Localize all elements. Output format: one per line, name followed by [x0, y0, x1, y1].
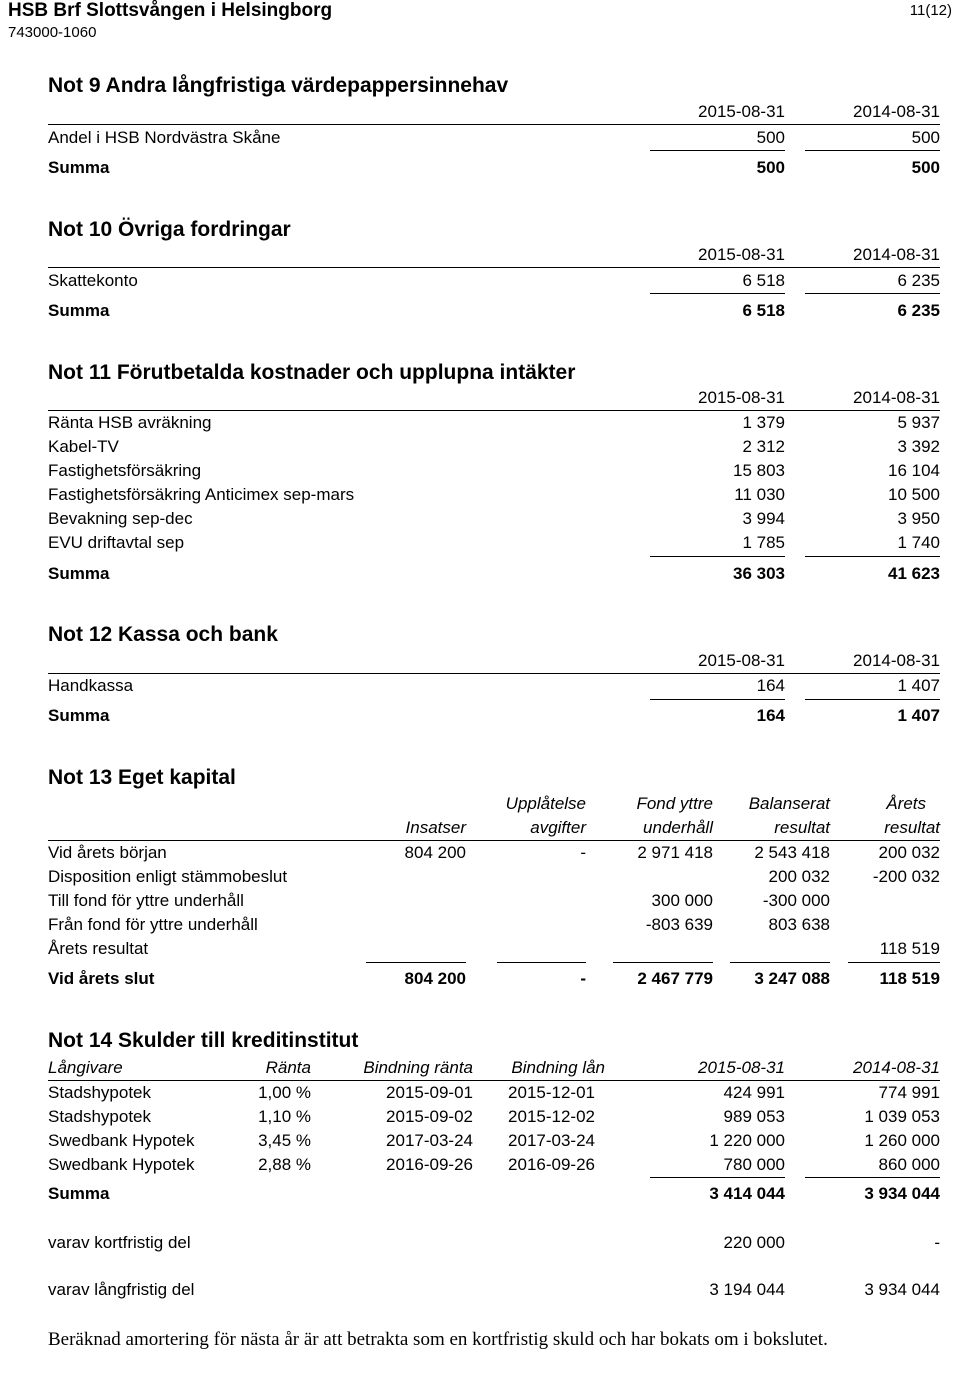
note14-rate: 1,10 % [258, 1107, 311, 1126]
note10-col1-header: 2015-08-31 [698, 245, 785, 264]
note13-row-label: Disposition enligt stämmobeslut [48, 867, 288, 886]
note13-cell: 2 543 418 [754, 843, 830, 862]
note14-rate-binding: 2016-09-26 [386, 1155, 473, 1174]
note13-header-underhall: underhåll [643, 818, 713, 837]
note14-loan-binding: 2017-03-24 [508, 1131, 595, 1150]
note14-sum-rule-1 [650, 1177, 785, 1178]
page-number: 11(12) [909, 2, 952, 19]
note14-v1: 780 000 [723, 1155, 785, 1174]
note13-header-balanserat: Balanserat [748, 794, 830, 813]
organization-number: 743000-1060 [8, 24, 97, 41]
note14-header-col2: 2014-08-31 [853, 1058, 940, 1077]
note13-header-avgifter: avgifter [530, 818, 586, 837]
note10-row-v2: 6 235 [897, 271, 940, 290]
note13-cell: 200 032 [768, 867, 830, 886]
note9-header-rule [48, 124, 940, 125]
note12-row-v2: 1 407 [897, 676, 940, 695]
note12-sum-v1: 164 [756, 706, 785, 725]
note13-row-label: Vid årets början [48, 843, 167, 862]
note14-header-rule [48, 1080, 940, 1081]
note13-header-insatser: Insatser [405, 818, 466, 837]
note14-loan-binding: 2015-12-02 [508, 1107, 595, 1126]
note14-short-term-label: varav kortfristig del [48, 1233, 191, 1252]
note12-sum-v2: 1 407 [897, 706, 940, 725]
note10-sum-v1: 6 518 [742, 301, 785, 320]
note10-col2-header: 2014-08-31 [853, 245, 940, 264]
note13-cell: 118 519 [879, 939, 940, 958]
note14-long-term-label: varav långfristig del [48, 1280, 195, 1299]
note13-sum-rule-2 [497, 962, 586, 963]
note14-rate-binding: 2017-03-24 [386, 1131, 473, 1150]
note11-row-v2: 1 740 [897, 533, 940, 552]
note14-short-term-v2: - [934, 1233, 940, 1252]
note14-loan-binding: 2016-09-26 [508, 1155, 595, 1174]
note12-title: Not 12 Kassa och bank [48, 623, 278, 646]
note11-row-label: Ränta HSB avräkning [48, 413, 212, 432]
note10-sum-rule-1 [650, 293, 785, 294]
note13-cell: 2 971 418 [637, 843, 713, 862]
note14-v1: 424 991 [723, 1083, 785, 1102]
note9-col2-header: 2014-08-31 [853, 102, 940, 121]
note14-v1: 989 053 [723, 1107, 785, 1126]
note14-header-col1: 2015-08-31 [698, 1058, 785, 1077]
note14-lender: Swedbank Hypotek [48, 1155, 195, 1174]
note13-sum-cell: 3 247 088 [754, 969, 830, 988]
note14-header-ranta: Ränta [265, 1058, 311, 1077]
note13-header-resultat: resultat [884, 818, 940, 837]
note13-sum-cell: 804 200 [404, 969, 466, 988]
note11-header-rule [48, 410, 940, 411]
note12-sum-rule-2 [805, 699, 940, 700]
note9-row-v2: 500 [911, 128, 940, 147]
note14-rate: 3,45 % [258, 1131, 311, 1150]
note9-col1-header: 2015-08-31 [698, 102, 785, 121]
note11-row-v1: 1 785 [742, 533, 785, 552]
note14-rate-binding: 2015-09-01 [386, 1083, 473, 1102]
note11-title: Not 11 Förutbetalda kostnader och upplupna intäkter [48, 361, 576, 384]
note13-cell: 300 000 [651, 891, 713, 910]
note12-header-rule [48, 673, 940, 674]
note13-header-rule [48, 840, 940, 841]
note11-row-v1: 1 379 [742, 413, 785, 432]
note14-sum-v1: 3 414 044 [709, 1184, 785, 1203]
note13-header-fond: Fond yttre [636, 794, 713, 813]
note11-row-label: Kabel-TV [48, 437, 119, 456]
note11-row-label: Fastighetsförsäkring [48, 461, 202, 480]
note14-rate-binding: 2015-09-02 [386, 1107, 473, 1126]
note13-row-label: Till fond för yttre underhåll [48, 891, 244, 910]
note12-row-label: Handkassa [48, 676, 134, 695]
note13-cell: -803 639 [645, 915, 713, 934]
note12-sum-rule-1 [650, 699, 785, 700]
note11-row-v2: 3 950 [897, 509, 940, 528]
note11-sum-v1: 36 303 [733, 564, 785, 583]
note9-sum-rule-1 [650, 150, 785, 151]
note9-sum-label: Summa [48, 158, 110, 177]
note9-sum-v1: 500 [756, 158, 785, 177]
note13-header-arets: Årets [886, 794, 926, 813]
note14-v2: 1 039 053 [864, 1107, 940, 1126]
note14-v2: 860 000 [878, 1155, 940, 1174]
note11-row-v2: 16 104 [888, 461, 940, 480]
note13-cell: 803 638 [768, 915, 830, 934]
note13-sum-cell: - [580, 969, 586, 988]
note9-row-label: Andel i HSB Nordvästra Skåne [48, 128, 281, 147]
note13-cell: - [580, 843, 586, 862]
note14-sum-v2: 3 934 044 [864, 1184, 940, 1203]
note13-sum-cell: 2 467 779 [637, 969, 713, 988]
note11-row-label: Bevakning sep-dec [48, 509, 193, 528]
note13-sum-rule-5 [848, 962, 940, 963]
note9-title: Not 9 Andra långfristiga värdepappersinnehav [48, 74, 509, 97]
note14-rate: 2,88 % [258, 1155, 311, 1174]
note11-col1-header: 2015-08-31 [698, 388, 785, 407]
note13-sum-rule-4 [730, 962, 830, 963]
note14-long-term-v2: 3 934 044 [864, 1280, 940, 1299]
note14-header-langivare: Långivare [48, 1058, 123, 1077]
note12-col2-header: 2014-08-31 [853, 651, 940, 670]
note11-row-v1: 11 030 [734, 485, 785, 504]
note14-v2: 774 991 [878, 1083, 940, 1102]
note14-loan-binding: 2015-12-01 [508, 1083, 595, 1102]
note13-cell: -300 000 [762, 891, 830, 910]
note14-sum-rule-2 [805, 1177, 940, 1178]
note13-sum-rule-1 [366, 962, 466, 963]
organization-name: HSB Brf Slottsvången i Helsingborg [8, 0, 333, 21]
note12-col1-header: 2015-08-31 [698, 651, 785, 670]
note14-lender: Stadshypotek [48, 1107, 152, 1126]
note9-sum-v2: 500 [911, 158, 940, 177]
note11-row-label: Fastighetsförsäkring Anticimex sep-mars [48, 485, 355, 504]
note11-sum-v2: 41 623 [888, 564, 940, 583]
note13-row-label: Från fond för yttre underhåll [48, 915, 258, 934]
note11-sum-rule-1 [650, 556, 785, 557]
note13-header-resultat: resultat [774, 818, 830, 837]
note10-title: Not 10 Övriga fordringar [48, 218, 291, 241]
note14-sum-label: Summa [48, 1184, 110, 1203]
note13-header-upplatelse: Upplåtelse [505, 794, 586, 813]
note14-v1: 1 220 000 [709, 1131, 785, 1150]
note11-row-v2: 3 392 [897, 437, 940, 456]
note11-sum-rule-2 [805, 556, 940, 557]
note14-rate: 1,00 % [258, 1083, 311, 1102]
note12-sum-label: Summa [48, 706, 110, 725]
note10-row-v1: 6 518 [742, 271, 785, 290]
note14-lender: Stadshypotek [48, 1083, 152, 1102]
note12-row-v1: 164 [756, 676, 785, 695]
note14-lender: Swedbank Hypotek [48, 1131, 195, 1150]
note11-row-v2: 5 937 [897, 413, 940, 432]
note13-title: Not 13 Eget kapital [48, 766, 236, 789]
note10-header-rule [48, 267, 940, 268]
note14-header-bindning-ranta: Bindning ränta [363, 1058, 473, 1077]
note11-row-v1: 3 994 [742, 509, 785, 528]
note14-header-bindning-lan: Bindning lån [511, 1058, 605, 1077]
note14-v2: 1 260 000 [864, 1131, 940, 1150]
note11-row-v1: 15 803 [733, 461, 785, 480]
note10-sum-v2: 6 235 [897, 301, 940, 320]
note11-col2-header: 2014-08-31 [853, 388, 940, 407]
note13-sum-label: Vid årets slut [48, 969, 155, 988]
note9-row-v1: 500 [756, 128, 785, 147]
note10-row-label: Skattekonto [48, 271, 138, 290]
note10-sum-rule-2 [805, 293, 940, 294]
note14-title: Not 14 Skulder till kreditinstitut [48, 1029, 359, 1052]
note11-sum-label: Summa [48, 564, 110, 583]
note14-footnote: Beräknad amortering för nästa år är att betrakta som en kortfristig skuld och har bokats om i bokslutet. [48, 1329, 828, 1350]
note13-row-label: Årets resultat [48, 939, 149, 958]
note13-sum-cell: 118 519 [879, 969, 940, 988]
note11-row-v2: 10 500 [888, 485, 940, 504]
note11-row-v1: 2 312 [742, 437, 785, 456]
note13-cell: 200 032 [878, 843, 940, 862]
note10-sum-label: Summa [48, 301, 110, 320]
note13-sum-rule-3 [613, 962, 713, 963]
note11-row-label: EVU driftavtal sep [48, 533, 185, 552]
note14-long-term-v1: 3 194 044 [709, 1280, 785, 1299]
note14-short-term-v1: 220 000 [723, 1233, 785, 1252]
note13-cell: -200 032 [872, 867, 940, 886]
note9-sum-rule-2 [805, 150, 940, 151]
note13-cell: 804 200 [404, 843, 466, 862]
